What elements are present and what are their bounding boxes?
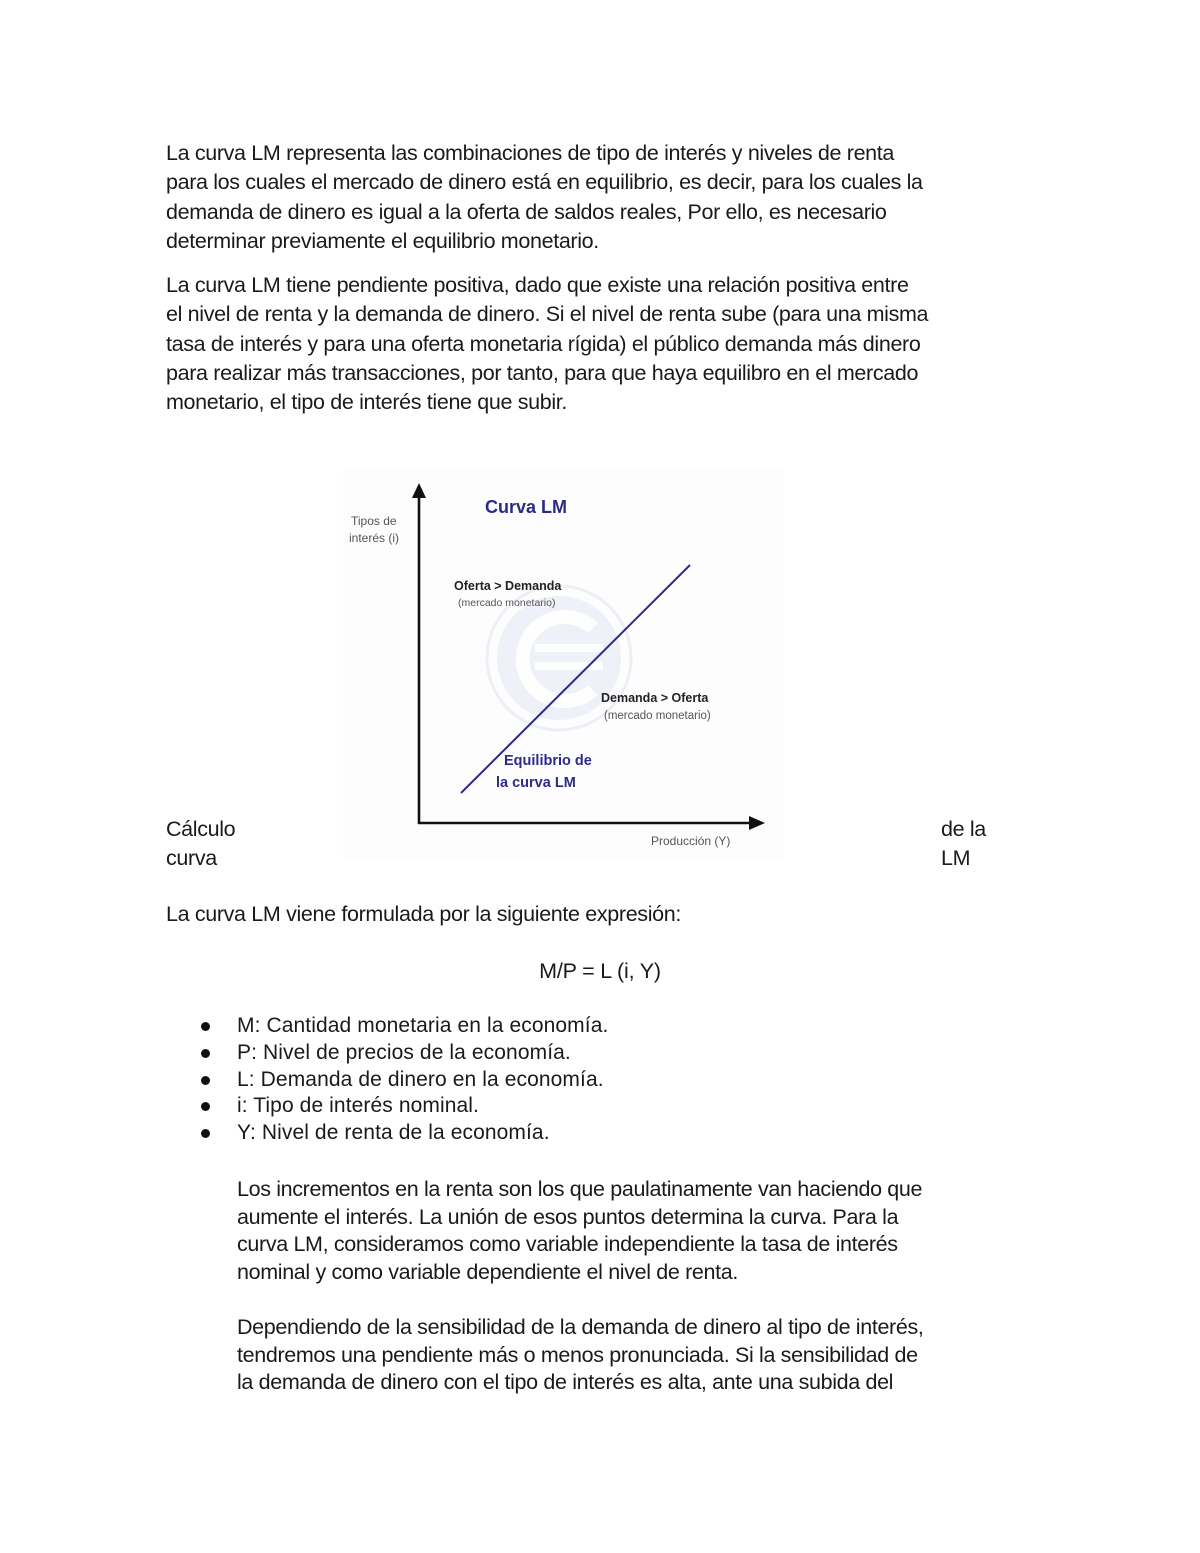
text-line: el nivel de renta y la demanda de dinero. Si el nivel de renta sube (para una misma bbox=[166, 302, 929, 327]
list-item bbox=[200, 1013, 608, 1040]
section-heading-left bbox=[166, 815, 235, 872]
region-lower-title: Demanda > Oferta bbox=[601, 691, 709, 705]
lm-curve-figure bbox=[343, 468, 783, 860]
text-line: monetario, el tipo de interés tiene que subir. bbox=[166, 390, 568, 415]
text-line: nominal y como variable dependiente el nivel de renta. bbox=[237, 1259, 739, 1284]
heading-word: curva bbox=[166, 845, 217, 870]
text-line: para realizar más transacciones, por tanto, para que haya equilibro en el mercado bbox=[166, 360, 919, 385]
list-item-text: L: Demanda de dinero en la economía. bbox=[237, 1067, 604, 1091]
text-line: demanda de dinero es igual a la oferta de saldos reales, Por ello, es necesario bbox=[166, 199, 887, 224]
formula bbox=[0, 957, 1200, 986]
bullet-icon bbox=[201, 1022, 210, 1031]
curve-label-line2: la curva LM bbox=[496, 775, 576, 791]
text-line: Los incrementos en la renta son los que paulatinamente van haciendo que bbox=[237, 1177, 923, 1201]
text-line: la demanda de dinero con el tipo de interés es alta, ante una subida del bbox=[237, 1370, 894, 1394]
lm-curve-diagram bbox=[343, 468, 783, 860]
y-axis-label-line2: interés (i) bbox=[349, 531, 400, 545]
paragraph-income-increments bbox=[237, 1176, 1037, 1286]
bullet-icon bbox=[201, 1102, 210, 1111]
list-item-text: P: Nivel de precios de la economía. bbox=[237, 1040, 571, 1064]
text-line: para los cuales el mercado de dinero está en equilibrio, es decir, para los cuales la bbox=[166, 170, 923, 195]
text-line: tendremos una pendiente más o menos pronunciada. Si la sensibilidad de bbox=[237, 1342, 918, 1367]
region-upper-subtitle: (mercado monetario) bbox=[458, 597, 556, 609]
text-line: aumente el interés. La unión de esos puntos determina la curva. Para la bbox=[237, 1204, 899, 1229]
arrow-up-icon bbox=[412, 483, 426, 498]
x-axis-label: Producción (Y) bbox=[651, 834, 731, 848]
heading-word: LM bbox=[941, 845, 971, 870]
paragraph-lm-slope bbox=[166, 271, 1046, 417]
y-axis-label-line1: Tipos de bbox=[351, 514, 397, 528]
list-item-text: M: Cantidad monetaria en la economía. bbox=[237, 1014, 609, 1037]
bullet-icon bbox=[201, 1129, 210, 1138]
text-line: La curva LM representa las combinaciones de tipo de interés y niveles de renta bbox=[166, 141, 895, 165]
text-line: tasa de interés y para una oferta monetaria rígida) el público demanda más dinero bbox=[166, 331, 921, 356]
list-item-text: i: Tipo de interés nominal. bbox=[237, 1094, 479, 1118]
text-line: La curva LM tiene pendiente positiva, dado que existe una relación positiva entre bbox=[166, 273, 909, 297]
heading-word: Cálculo bbox=[166, 817, 236, 841]
list-item bbox=[200, 1093, 608, 1120]
region-lower-subtitle: (mercado monetario) bbox=[604, 710, 711, 722]
paragraph-lm-definition bbox=[166, 139, 1046, 256]
figure-title: Curva LM bbox=[485, 497, 568, 517]
text-line: curva LM, consideramos como variable independiente la tasa de interés bbox=[237, 1232, 898, 1256]
bullet-icon bbox=[201, 1049, 210, 1058]
text-line: determinar previamente el equilibrio monetario. bbox=[166, 228, 599, 253]
x-axis bbox=[418, 816, 765, 830]
list-item bbox=[200, 1040, 608, 1067]
list-item-text: Y: Nivel de renta de la economía. bbox=[237, 1121, 550, 1145]
formula-expression: M/P = L (i, Y) bbox=[539, 959, 661, 983]
section-heading-right bbox=[941, 815, 986, 872]
heading-word: de la bbox=[941, 817, 986, 841]
arrow-right-icon bbox=[749, 816, 765, 830]
list-item bbox=[200, 1120, 608, 1147]
list-item bbox=[200, 1067, 608, 1094]
formula-intro-text: La curva LM viene formulada por la siguiente expresión: bbox=[166, 902, 681, 926]
bullet-icon bbox=[201, 1076, 210, 1085]
y-axis bbox=[412, 483, 426, 824]
paragraph-sensitivity bbox=[237, 1314, 1037, 1397]
variables-list bbox=[200, 1013, 608, 1147]
text-line: Dependiendo de la sensibilidad de la demanda de dinero al tipo de interés, bbox=[237, 1315, 924, 1339]
region-upper-title: Oferta > Demanda bbox=[454, 579, 562, 593]
curve-label-line1: Equilibrio de bbox=[504, 753, 592, 769]
